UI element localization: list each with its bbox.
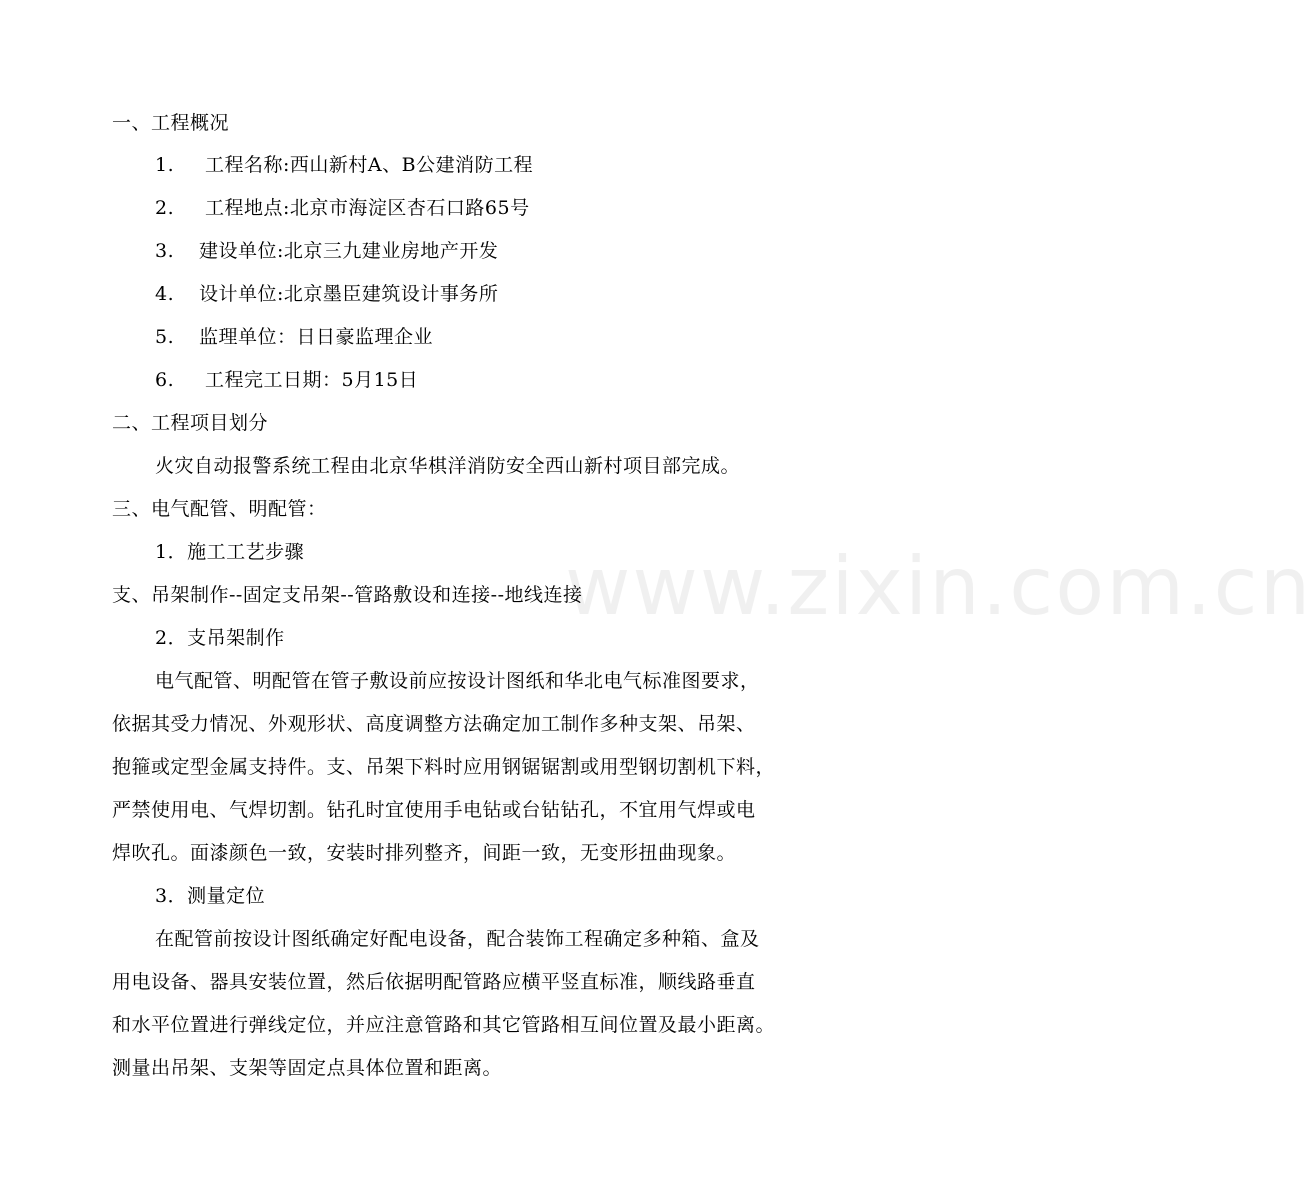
paragraph-line: 测量出吊架、支架等固定点具体位置和距离。 <box>112 1057 503 1079</box>
overview-item-1 <box>155 153 533 177</box>
paragraph-line: 依据其受力情况、外观形状、高度调整方法确定加工制作多种支架、吊架、 <box>112 713 756 735</box>
paragraph-line: 严禁使用电、气焊切割。钻孔时宜使用手电钻或台钻钻孔，不宜用气焊或电 <box>112 799 756 821</box>
paragraph-line: 在配管前按设计图纸确定好配电设备，配合装饰工程确定多种箱、盒及 <box>155 928 760 950</box>
overview-item-3 <box>155 239 498 263</box>
item-number: 5. <box>155 326 175 348</box>
overview-item-6 <box>155 368 418 392</box>
subheading-1: 1．施工工艺步骤 <box>155 541 305 563</box>
paragraph: 支、吊架制作--固定支吊架--管路敷设和连接--地线连接 <box>112 584 583 606</box>
item-text: 建设单位:北京三九建业房地产开发 <box>199 240 499 262</box>
section-heading-3: 三、电气配管、明配管： <box>112 498 327 520</box>
item-text: 工程名称:西山新村A、B公建消防工程 <box>205 154 534 176</box>
paragraph: 火灾自动报警系统工程由北京华棋洋消防安全西山新村项目部完成。 <box>155 455 741 477</box>
subheading-3: 3．测量定位 <box>155 885 266 907</box>
overview-item-4 <box>155 282 498 306</box>
item-number: 1. <box>155 154 175 176</box>
item-text: 设计单位:北京墨臣建筑设计事务所 <box>199 283 499 305</box>
item-number: 4. <box>155 283 175 305</box>
item-text: 监理单位：日日豪监理企业 <box>199 326 434 348</box>
item-text: 工程完工日期：5月15日 <box>205 369 419 391</box>
section-heading-2: 二、工程项目划分 <box>112 412 269 434</box>
item-text: 工程地点:北京市海淀区杏石口路65号 <box>205 197 530 219</box>
watermark: www.zixin.com.cn <box>565 540 1312 633</box>
paragraph-line: 抱箍或定型金属支持件。支、吊架下料时应用钢锯锯割或用型钢切割机下料， <box>112 756 776 778</box>
paragraph-line: 和水平位置进行弹线定位，并应注意管路和其它管路相互间位置及最小距离。 <box>112 1014 776 1036</box>
overview-item-5 <box>155 325 433 349</box>
overview-item-2 <box>155 196 530 220</box>
paragraph-line: 焊吹孔。面漆颜色一致，安装时排列整齐，间距一致，无变形扭曲现象。 <box>112 842 737 864</box>
item-number: 6. <box>155 369 175 391</box>
item-number: 3. <box>155 240 175 262</box>
paragraph-line: 电气配管、明配管在管子敷设前应按设计图纸和华北电气标准图要求， <box>155 670 760 692</box>
section-heading-1: 一、工程概况 <box>112 112 230 134</box>
item-number: 2. <box>155 197 175 219</box>
paragraph-line: 用电设备、器具安装位置，然后依据明配管路应横平竖直标准，顺线路垂直 <box>112 971 756 993</box>
subheading-2: 2．支吊架制作 <box>155 627 285 649</box>
